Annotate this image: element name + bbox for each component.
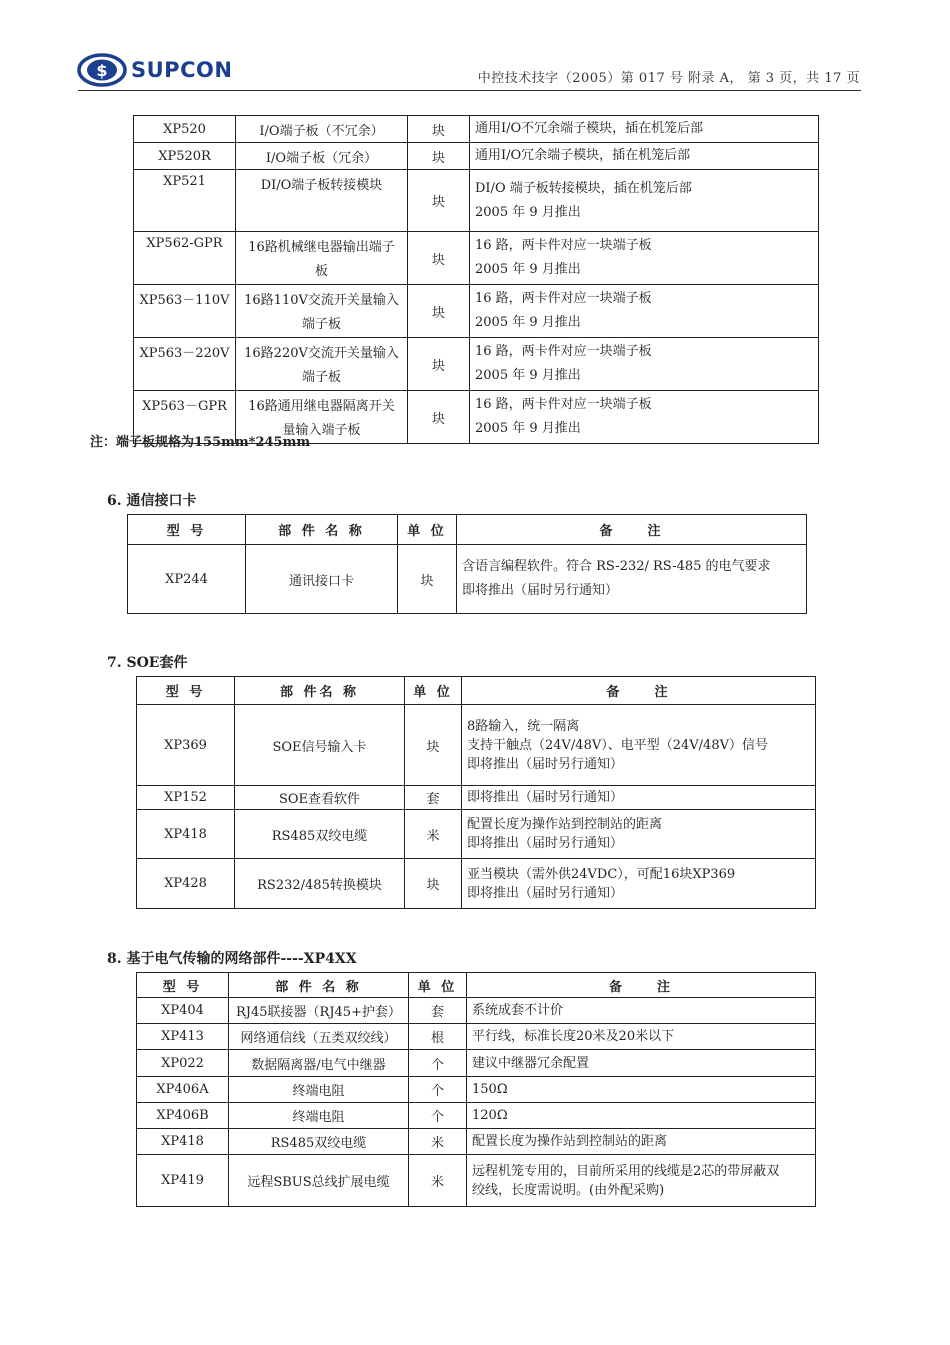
remark-cell-line: 远程机笼专用的，目前所采用的线缆是2芯的带屏蔽双 (472, 1163, 780, 1179)
remark-cell-line: 2005 年 9 月推出 (475, 421, 581, 436)
remark-cell-line: 即将推出（届时另行通知） (467, 836, 624, 851)
remark-cell-line: 即将推出（届时另行通知） (467, 790, 624, 805)
table-row (137, 1024, 816, 1050)
column-header: 单 位 (409, 973, 467, 998)
comm-card-table (127, 514, 807, 614)
remark-cell-line: 含语言编程软件。符合 RS-232/ RS-485 的电气要求 (462, 559, 771, 574)
name-cell: 网络通信线（五类双绞线） (229, 1024, 409, 1050)
table-row (137, 1129, 816, 1155)
table-row (137, 1077, 816, 1103)
remark-cell-line: 16 路，两卡件对应一块端子板 (475, 238, 652, 253)
remark-cell-line: 系统成套不计价 (472, 1003, 564, 1018)
remark-cell-line: 120Ω (472, 1108, 508, 1123)
table-row (134, 116, 819, 143)
unit-cell: 块 (408, 170, 470, 232)
model-cell: XP562-GPR (134, 232, 236, 285)
table-row (134, 338, 819, 391)
header-row (137, 973, 816, 998)
terminal-board-table (133, 115, 819, 444)
table-row (134, 143, 819, 170)
table-row (137, 810, 816, 859)
name-cell: SOE查看软件 (235, 786, 405, 810)
supcon-logo-icon (77, 53, 127, 87)
remark-cell (462, 705, 816, 786)
name-cell-line: 端子板 (301, 370, 341, 385)
name-cell (236, 232, 408, 285)
remark-cell (467, 1024, 816, 1050)
network-parts-table (136, 972, 816, 1207)
remark-cell-line: 支持干触点（24V/48V）、电平型（24V/48V）信号 (467, 737, 768, 753)
name-cell-line: 16路机械继电器输出端子 (248, 240, 395, 255)
column-header: 部 件名 称 (235, 677, 405, 705)
table-row (137, 1155, 816, 1207)
column-header: 型 号 (137, 973, 229, 998)
remark-cell-line: 即将推出（届时另行通知） (462, 583, 619, 598)
model-cell: XP521 (134, 170, 236, 232)
table-row (137, 705, 816, 786)
unit-cell: 块 (408, 285, 470, 338)
model-cell: XP563－220V (134, 338, 236, 391)
model-cell: XP022 (137, 1050, 229, 1077)
model-cell: XP418 (137, 1129, 229, 1155)
column-header: 备 注 (462, 677, 816, 705)
model-cell: XP520 (134, 116, 236, 143)
table-row (128, 545, 807, 614)
remark-cell-line: 建议中继器冗余配置 (472, 1055, 590, 1071)
model-cell: XP152 (137, 786, 235, 810)
model-cell: XP419 (137, 1155, 229, 1207)
unit-cell: 块 (408, 116, 470, 143)
unit-cell: 米 (409, 1155, 467, 1207)
unit-cell: 块 (405, 859, 462, 909)
name-cell: RJ45联接器（RJ45+护套） (229, 998, 409, 1024)
name-cell: 终端电阻 (229, 1077, 409, 1103)
remark-cell (470, 285, 819, 338)
svg-text:$: $ (96, 61, 108, 80)
model-cell: XP406B (137, 1103, 229, 1129)
column-header: 部 件 名 称 (229, 973, 409, 998)
name-cell-line: DI/O端子板转接模块 (260, 178, 383, 193)
unit-cell: 米 (405, 810, 462, 859)
name-cell-line: 板 (314, 264, 328, 279)
remark-cell-line: DI/O 端子板转接模块，插在机笼后部 (475, 180, 692, 196)
remark-cell (462, 859, 816, 909)
remark-cell (467, 998, 816, 1024)
header-divider (78, 90, 861, 91)
table-row (137, 1050, 816, 1077)
unit-cell: 块 (398, 545, 457, 614)
unit-cell: 块 (408, 391, 470, 444)
remark-cell (467, 1050, 816, 1077)
remark-cell-line: 16 路，两卡件对应一块端子板 (475, 397, 652, 412)
column-header: 部 件 名 称 (246, 515, 398, 545)
model-cell: XP404 (137, 998, 229, 1024)
model-cell: XP563－GPR (134, 391, 236, 444)
name-cell-line: 16路通用继电器隔离开关 (248, 399, 395, 414)
remark-cell-line: 2005 年 9 月推出 (475, 368, 581, 383)
name-cell (236, 170, 408, 232)
unit-cell: 块 (408, 143, 470, 170)
remark-cell (470, 170, 819, 232)
remark-cell (470, 338, 819, 391)
unit-cell: 根 (409, 1024, 467, 1050)
remark-cell (470, 232, 819, 285)
column-header: 备 注 (467, 973, 816, 998)
unit-cell: 套 (409, 998, 467, 1024)
table-row (137, 859, 816, 909)
name-cell-line: 量输入端子板 (282, 423, 361, 438)
remark-cell-line: 150Ω (472, 1082, 508, 1097)
unit-cell: 米 (409, 1129, 467, 1155)
supcon-logo (77, 52, 232, 88)
name-cell-line: 16路110V交流开关量输入 (244, 293, 399, 308)
column-header: 型 号 (128, 515, 246, 545)
remark-cell-line: 即将推出（届时另行通知） (467, 885, 624, 901)
name-cell (236, 285, 408, 338)
table-row (137, 786, 816, 810)
remark-cell (467, 1103, 816, 1129)
unit-cell: 个 (409, 1077, 467, 1103)
remark-cell-line: 配置长度为操作站到控制站的距离 (467, 817, 663, 832)
unit-cell: 个 (409, 1103, 467, 1129)
table-row (137, 1103, 816, 1129)
doc-reference: 中控技术技字（2005）第 017 号 附录 A， 第 3 页，共 17 页 (477, 71, 860, 86)
unit-cell: 块 (408, 232, 470, 285)
model-cell: XP418 (137, 810, 235, 859)
unit-cell: 个 (409, 1050, 467, 1077)
name-cell: SOE信号输入卡 (235, 705, 405, 786)
remark-cell-line: 16 路，两卡件对应一块端子板 (475, 344, 652, 359)
name-cell-line: I/O端子板（冗余） (265, 150, 378, 166)
column-header: 型 号 (137, 677, 235, 705)
unit-cell: 块 (408, 338, 470, 391)
model-cell: XP428 (137, 859, 235, 909)
name-cell: 终端电阻 (229, 1103, 409, 1129)
logo-text: SUPCON (131, 58, 233, 82)
name-cell: RS485双绞电缆 (235, 810, 405, 859)
model-cell: XP563－110V (134, 285, 236, 338)
model-cell: XP406A (137, 1077, 229, 1103)
remark-cell-line: 8路输入，统一隔离 (467, 718, 580, 734)
remark-cell-line: 即将推出（届时另行通知） (467, 756, 624, 772)
remark-cell-line: 平行线，标准长度20米及20米以下 (472, 1029, 675, 1044)
model-cell: XP244 (128, 545, 246, 614)
name-cell: 通讯接口卡 (246, 545, 398, 614)
name-cell: RS485双绞电缆 (229, 1129, 409, 1155)
name-cell: RS232/485转换模块 (235, 859, 405, 909)
table-row (134, 232, 819, 285)
remark-cell-line: 2005 年 9 月推出 (475, 262, 581, 277)
remark-cell (470, 143, 819, 170)
model-cell: XP413 (137, 1024, 229, 1050)
section-7-title: 7. SOE套件 (107, 655, 188, 671)
name-cell: 数据隔离器/电气中继器 (229, 1050, 409, 1077)
remark-cell-line: 通用I/O冗余端子模块，插在机笼后部 (475, 148, 691, 163)
unit-cell: 块 (405, 705, 462, 786)
column-header: 单 位 (405, 677, 462, 705)
remark-cell (467, 1155, 816, 1207)
column-header: 备 注 (457, 515, 807, 545)
remark-cell-line: 绞线，长度需说明。(由外配采购) (472, 1182, 665, 1198)
name-cell-line: 16路220V交流开关量输入 (244, 346, 399, 361)
remark-cell (470, 391, 819, 444)
section-8-title: 8. 基于电气传输的网络部件----XP4XX (107, 951, 357, 967)
name-cell (236, 338, 408, 391)
remark-cell (462, 786, 816, 810)
name-cell (236, 116, 408, 143)
remark-cell (467, 1077, 816, 1103)
terminal-board-note: 注：端子板规格为155mm*245mm (90, 435, 311, 450)
header-row (128, 515, 807, 545)
remark-cell-line: 亚当模块（需外供24VDC），可配16块XP369 (467, 866, 736, 882)
remark-cell-line: 16 路，两卡件对应一块端子板 (475, 291, 652, 306)
soe-kit-table (136, 676, 816, 909)
remark-cell (462, 810, 816, 859)
name-cell: 远程SBUS总线扩展电缆 (229, 1155, 409, 1207)
section-6-title: 6. 通信接口卡 (107, 493, 197, 509)
remark-cell-line: 配置长度为操作站到控制站的距离 (472, 1134, 668, 1149)
model-cell: XP520R (134, 143, 236, 170)
remark-cell (467, 1129, 816, 1155)
table-row (134, 170, 819, 232)
header-row (137, 677, 816, 705)
column-header: 单 位 (398, 515, 457, 545)
remark-cell-line: 通用I/O不冗余端子模块，插在机笼后部 (475, 121, 704, 136)
remark-cell (470, 116, 819, 143)
unit-cell: 套 (405, 786, 462, 810)
remark-cell (457, 545, 807, 614)
table-row (134, 285, 819, 338)
remark-cell-line: 2005 年 9 月推出 (475, 315, 581, 330)
name-cell-line: I/O端子板（不冗余） (259, 123, 384, 139)
name-cell-line: 端子板 (301, 317, 341, 332)
model-cell: XP369 (137, 705, 235, 786)
name-cell (236, 143, 408, 170)
remark-cell-line: 2005 年 9 月推出 (475, 204, 581, 220)
table-row (137, 998, 816, 1024)
